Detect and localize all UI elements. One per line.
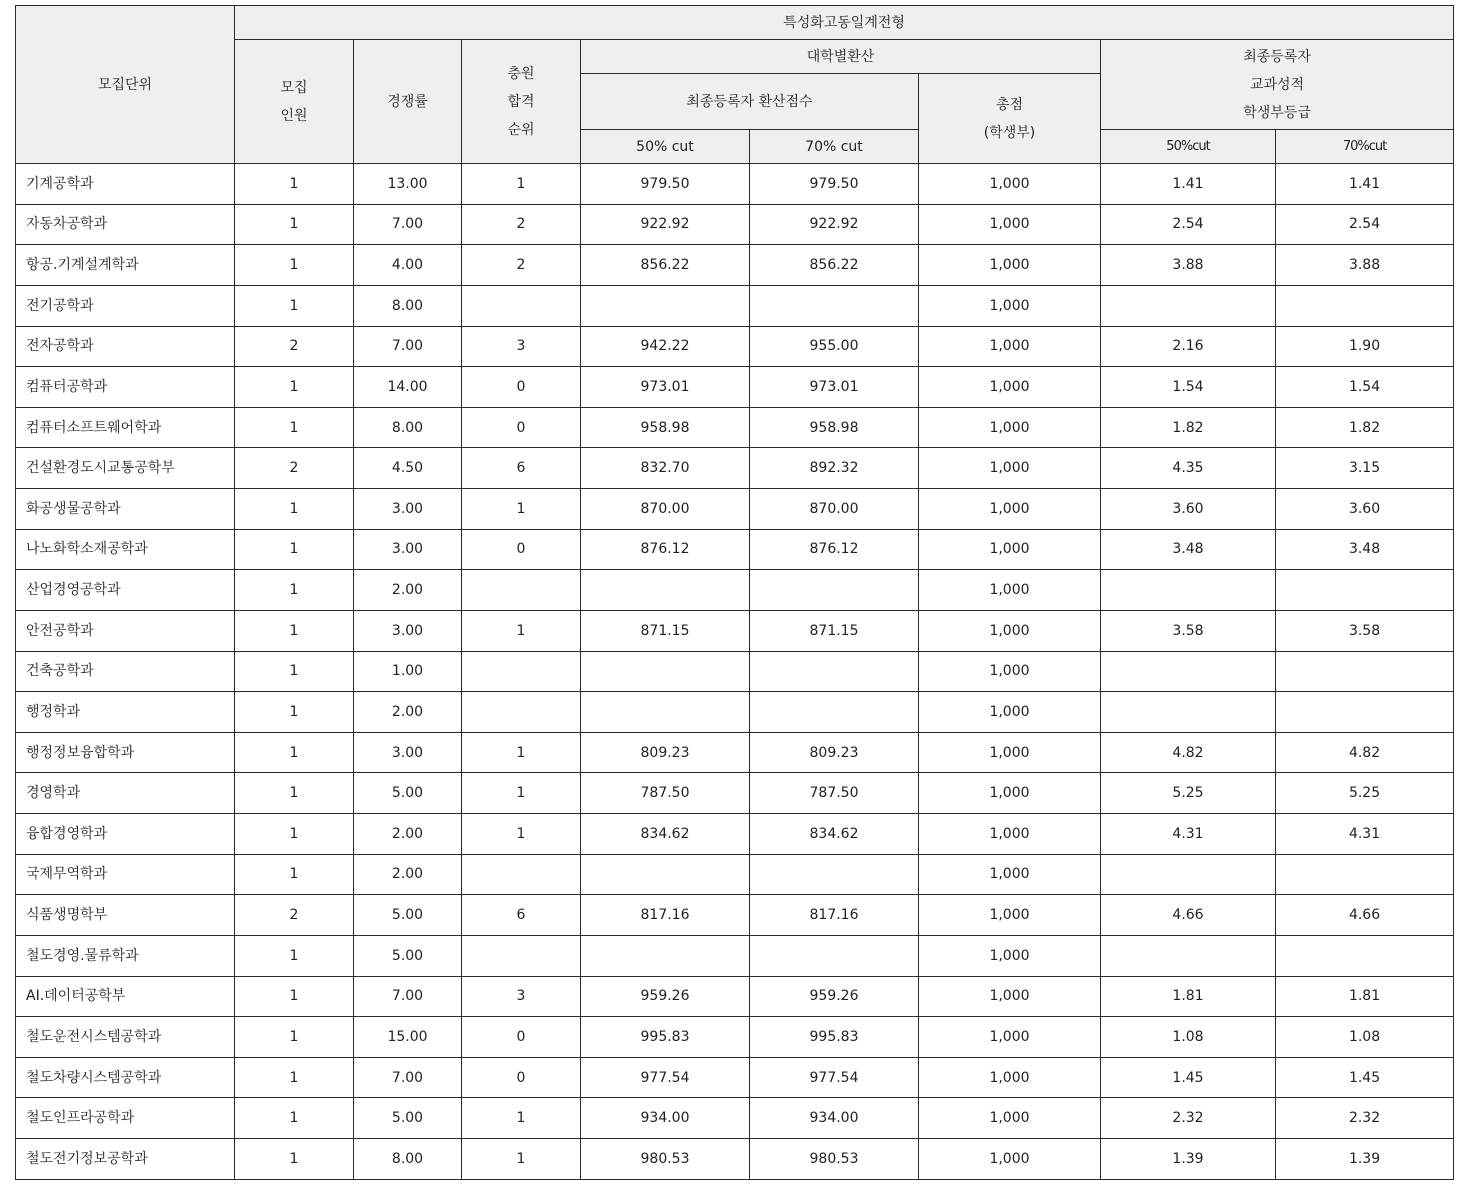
cell-quota: 1 bbox=[235, 204, 354, 245]
cell-unit-name: 철도운전시스템공학과 bbox=[16, 1017, 235, 1058]
cell-quota: 1 bbox=[235, 610, 354, 651]
table-row bbox=[16, 204, 1454, 245]
cell-total-score: 1,000 bbox=[919, 164, 1101, 205]
cell-waitlist-rank: 0 bbox=[462, 407, 581, 448]
table-row bbox=[16, 1017, 1454, 1058]
cell-grade-70-cut: 1.39 bbox=[1276, 1139, 1454, 1180]
cell-unit-name: 철도인프라공학과 bbox=[16, 1098, 235, 1139]
cell-score-70-cut: 834.62 bbox=[750, 814, 919, 855]
cell-quota: 1 bbox=[235, 814, 354, 855]
cell-competition-rate: 3.00 bbox=[354, 529, 462, 570]
cell-grade-50-cut: 2.16 bbox=[1101, 326, 1276, 367]
cell-score-50-cut: 871.15 bbox=[581, 610, 750, 651]
cell-total-score: 1,000 bbox=[919, 976, 1101, 1017]
cell-score-50-cut: 834.62 bbox=[581, 814, 750, 855]
cell-score-70-cut: 955.00 bbox=[750, 326, 919, 367]
cell-unit-name: 전기공학과 bbox=[16, 285, 235, 326]
cell-waitlist-rank: 6 bbox=[462, 895, 581, 936]
header-quota: 모집 인원 bbox=[235, 40, 354, 164]
cell-grade-70-cut: 4.66 bbox=[1276, 895, 1454, 936]
cell-grade-50-cut: 1.08 bbox=[1101, 1017, 1276, 1058]
cell-waitlist-rank: 3 bbox=[462, 326, 581, 367]
cell-unit-name: 행정학과 bbox=[16, 692, 235, 733]
admission-results-table bbox=[15, 5, 1454, 1180]
cell-unit-name: 안전공학과 bbox=[16, 610, 235, 651]
cell-grade-70-cut: 4.82 bbox=[1276, 732, 1454, 773]
header-track: 특성화고동일계전형 bbox=[235, 6, 1454, 40]
cell-total-score: 1,000 bbox=[919, 895, 1101, 936]
cell-grade-70-cut: 1.90 bbox=[1276, 326, 1454, 367]
cell-unit-name: 국제무역학과 bbox=[16, 854, 235, 895]
cell-competition-rate: 3.00 bbox=[354, 732, 462, 773]
cell-waitlist-rank: 1 bbox=[462, 164, 581, 205]
table-row bbox=[16, 164, 1454, 205]
cell-score-70-cut: 809.23 bbox=[750, 732, 919, 773]
cell-competition-rate: 7.00 bbox=[354, 204, 462, 245]
cell-grade-70-cut: 2.54 bbox=[1276, 204, 1454, 245]
cell-waitlist-rank: 0 bbox=[462, 1017, 581, 1058]
cell-score-50-cut: 922.92 bbox=[581, 204, 750, 245]
cell-score-70-cut: 892.32 bbox=[750, 448, 919, 489]
cell-competition-rate: 2.00 bbox=[354, 692, 462, 733]
cell-waitlist-rank bbox=[462, 651, 581, 692]
cell-grade-50-cut bbox=[1101, 854, 1276, 895]
cell-unit-name: 컴퓨터공학과 bbox=[16, 367, 235, 408]
cell-grade-50-cut bbox=[1101, 651, 1276, 692]
cell-quota: 1 bbox=[235, 732, 354, 773]
cell-competition-rate: 1.00 bbox=[354, 651, 462, 692]
cell-unit-name: 컴퓨터소프트웨어학과 bbox=[16, 407, 235, 448]
cell-grade-70-cut: 1.41 bbox=[1276, 164, 1454, 205]
cell-grade-50-cut: 1.45 bbox=[1101, 1057, 1276, 1098]
cell-competition-rate: 15.00 bbox=[354, 1017, 462, 1058]
cell-grade-50-cut: 4.31 bbox=[1101, 814, 1276, 855]
cell-total-score: 1,000 bbox=[919, 814, 1101, 855]
cell-total-score: 1,000 bbox=[919, 407, 1101, 448]
cell-quota: 1 bbox=[235, 570, 354, 611]
cell-grade-50-cut: 4.35 bbox=[1101, 448, 1276, 489]
cell-waitlist-rank: 1 bbox=[462, 489, 581, 530]
cell-score-70-cut: 959.26 bbox=[750, 976, 919, 1017]
cell-grade-70-cut: 3.88 bbox=[1276, 245, 1454, 286]
cell-score-70-cut: 958.98 bbox=[750, 407, 919, 448]
cell-total-score: 1,000 bbox=[919, 245, 1101, 286]
cell-grade-70-cut: 1.08 bbox=[1276, 1017, 1454, 1058]
cell-competition-rate: 2.00 bbox=[354, 814, 462, 855]
header-final-score: 최종등록자 환산점수 bbox=[581, 74, 919, 130]
cell-total-score: 1,000 bbox=[919, 935, 1101, 976]
cell-grade-50-cut: 3.58 bbox=[1101, 610, 1276, 651]
cell-competition-rate: 8.00 bbox=[354, 407, 462, 448]
cell-grade-70-cut: 1.81 bbox=[1276, 976, 1454, 1017]
cell-competition-rate: 7.00 bbox=[354, 1057, 462, 1098]
cell-waitlist-rank bbox=[462, 935, 581, 976]
header-competition: 경쟁률 bbox=[354, 40, 462, 164]
table-row bbox=[16, 407, 1454, 448]
table-row bbox=[16, 692, 1454, 733]
header-unit: 모집단위 bbox=[16, 6, 235, 164]
cell-quota: 1 bbox=[235, 1017, 354, 1058]
cell-quota: 1 bbox=[235, 164, 354, 205]
cell-unit-name: 전자공학과 bbox=[16, 326, 235, 367]
table-row bbox=[16, 448, 1454, 489]
cell-score-70-cut: 871.15 bbox=[750, 610, 919, 651]
cell-unit-name: 건설환경도시교통공학부 bbox=[16, 448, 235, 489]
table-row bbox=[16, 489, 1454, 530]
cell-score-50-cut: 876.12 bbox=[581, 529, 750, 570]
cell-grade-50-cut: 4.66 bbox=[1101, 895, 1276, 936]
cell-waitlist-rank: 1 bbox=[462, 814, 581, 855]
table-row bbox=[16, 529, 1454, 570]
header-cut70: 70% cut bbox=[750, 130, 919, 164]
cell-grade-50-cut: 1.41 bbox=[1101, 164, 1276, 205]
cell-score-50-cut: 995.83 bbox=[581, 1017, 750, 1058]
cell-competition-rate: 7.00 bbox=[354, 326, 462, 367]
table-row bbox=[16, 651, 1454, 692]
cell-score-50-cut bbox=[581, 935, 750, 976]
cell-grade-50-cut bbox=[1101, 570, 1276, 611]
cell-score-70-cut bbox=[750, 651, 919, 692]
cell-waitlist-rank: 3 bbox=[462, 976, 581, 1017]
cell-waitlist-rank: 1 bbox=[462, 610, 581, 651]
table-row bbox=[16, 854, 1454, 895]
cell-total-score: 1,000 bbox=[919, 773, 1101, 814]
cell-grade-70-cut: 5.25 bbox=[1276, 773, 1454, 814]
cell-quota: 1 bbox=[235, 773, 354, 814]
cell-grade-70-cut: 2.32 bbox=[1276, 1098, 1454, 1139]
cell-quota: 2 bbox=[235, 326, 354, 367]
cell-score-50-cut: 809.23 bbox=[581, 732, 750, 773]
cell-waitlist-rank: 0 bbox=[462, 1057, 581, 1098]
cell-total-score: 1,000 bbox=[919, 732, 1101, 773]
cell-score-70-cut: 787.50 bbox=[750, 773, 919, 814]
cell-unit-name: 식품생명학부 bbox=[16, 895, 235, 936]
cell-unit-name: 행정정보융합학과 bbox=[16, 732, 235, 773]
cell-grade-70-cut: 3.58 bbox=[1276, 610, 1454, 651]
cell-competition-rate: 7.00 bbox=[354, 976, 462, 1017]
cell-waitlist-rank: 1 bbox=[462, 1098, 581, 1139]
cell-competition-rate: 4.50 bbox=[354, 448, 462, 489]
cell-score-70-cut: 934.00 bbox=[750, 1098, 919, 1139]
cell-unit-name: 화공생물공학과 bbox=[16, 489, 235, 530]
table-row bbox=[16, 610, 1454, 651]
cell-waitlist-rank bbox=[462, 692, 581, 733]
cell-total-score: 1,000 bbox=[919, 610, 1101, 651]
cell-score-50-cut: 856.22 bbox=[581, 245, 750, 286]
cell-quota: 1 bbox=[235, 367, 354, 408]
header-waitlist: 충원 합격 순위 bbox=[462, 40, 581, 164]
cell-score-50-cut: 977.54 bbox=[581, 1057, 750, 1098]
cell-quota: 1 bbox=[235, 976, 354, 1017]
cell-waitlist-rank bbox=[462, 854, 581, 895]
cell-quota: 1 bbox=[235, 854, 354, 895]
table-row bbox=[16, 814, 1454, 855]
cell-competition-rate: 3.00 bbox=[354, 610, 462, 651]
header-cut50: 50% cut bbox=[581, 130, 750, 164]
cell-total-score: 1,000 bbox=[919, 692, 1101, 733]
cell-quota: 1 bbox=[235, 651, 354, 692]
cell-score-70-cut bbox=[750, 692, 919, 733]
cell-waitlist-rank: 2 bbox=[462, 245, 581, 286]
cell-grade-70-cut bbox=[1276, 285, 1454, 326]
cell-grade-70-cut bbox=[1276, 570, 1454, 611]
cell-competition-rate: 5.00 bbox=[354, 1098, 462, 1139]
cell-waitlist-rank: 1 bbox=[462, 1139, 581, 1180]
cell-score-50-cut: 973.01 bbox=[581, 367, 750, 408]
cell-score-70-cut: 980.53 bbox=[750, 1139, 919, 1180]
cell-score-50-cut: 959.26 bbox=[581, 976, 750, 1017]
header-grade-cut70: 70%cut bbox=[1276, 130, 1454, 164]
cell-score-50-cut bbox=[581, 854, 750, 895]
cell-grade-50-cut: 3.88 bbox=[1101, 245, 1276, 286]
cell-competition-rate: 13.00 bbox=[354, 164, 462, 205]
cell-unit-name: 자동차공학과 bbox=[16, 204, 235, 245]
table-row bbox=[16, 895, 1454, 936]
cell-quota: 1 bbox=[235, 529, 354, 570]
cell-grade-70-cut bbox=[1276, 935, 1454, 976]
table-row bbox=[16, 976, 1454, 1017]
table-row bbox=[16, 285, 1454, 326]
cell-unit-name: 철도전기정보공학과 bbox=[16, 1139, 235, 1180]
cell-total-score: 1,000 bbox=[919, 448, 1101, 489]
table-row bbox=[16, 570, 1454, 611]
cell-grade-50-cut bbox=[1101, 692, 1276, 733]
cell-total-score: 1,000 bbox=[919, 854, 1101, 895]
cell-score-70-cut: 973.01 bbox=[750, 367, 919, 408]
cell-waitlist-rank: 0 bbox=[462, 529, 581, 570]
cell-total-score: 1,000 bbox=[919, 489, 1101, 530]
cell-unit-name: 나노화학소재공학과 bbox=[16, 529, 235, 570]
cell-grade-70-cut bbox=[1276, 651, 1454, 692]
cell-score-70-cut: 870.00 bbox=[750, 489, 919, 530]
cell-unit-name: 융합경영학과 bbox=[16, 814, 235, 855]
cell-waitlist-rank bbox=[462, 570, 581, 611]
cell-grade-50-cut: 3.48 bbox=[1101, 529, 1276, 570]
cell-competition-rate: 2.00 bbox=[354, 570, 462, 611]
cell-score-70-cut: 979.50 bbox=[750, 164, 919, 205]
cell-score-50-cut: 934.00 bbox=[581, 1098, 750, 1139]
cell-grade-70-cut: 3.48 bbox=[1276, 529, 1454, 570]
cell-grade-50-cut: 1.39 bbox=[1101, 1139, 1276, 1180]
cell-score-50-cut: 979.50 bbox=[581, 164, 750, 205]
cell-total-score: 1,000 bbox=[919, 326, 1101, 367]
cell-competition-rate: 14.00 bbox=[354, 367, 462, 408]
cell-score-70-cut bbox=[750, 935, 919, 976]
cell-score-50-cut bbox=[581, 692, 750, 733]
table-body bbox=[16, 164, 1454, 1180]
cell-score-70-cut: 922.92 bbox=[750, 204, 919, 245]
cell-score-50-cut: 942.22 bbox=[581, 326, 750, 367]
cell-score-70-cut: 817.16 bbox=[750, 895, 919, 936]
cell-score-50-cut bbox=[581, 651, 750, 692]
cell-waitlist-rank: 6 bbox=[462, 448, 581, 489]
cell-quota: 1 bbox=[235, 1139, 354, 1180]
cell-quota: 1 bbox=[235, 692, 354, 733]
cell-quota: 1 bbox=[235, 1057, 354, 1098]
table-row bbox=[16, 1098, 1454, 1139]
cell-grade-50-cut: 2.32 bbox=[1101, 1098, 1276, 1139]
cell-grade-50-cut: 2.54 bbox=[1101, 204, 1276, 245]
cell-competition-rate: 5.00 bbox=[354, 773, 462, 814]
cell-total-score: 1,000 bbox=[919, 367, 1101, 408]
cell-quota: 1 bbox=[235, 935, 354, 976]
cell-score-50-cut: 980.53 bbox=[581, 1139, 750, 1180]
cell-score-50-cut: 958.98 bbox=[581, 407, 750, 448]
table-row bbox=[16, 326, 1454, 367]
cell-score-70-cut bbox=[750, 854, 919, 895]
cell-unit-name: 철도경영.물류학과 bbox=[16, 935, 235, 976]
cell-total-score: 1,000 bbox=[919, 651, 1101, 692]
cell-grade-50-cut: 5.25 bbox=[1101, 773, 1276, 814]
cell-total-score: 1,000 bbox=[919, 1017, 1101, 1058]
cell-total-score: 1,000 bbox=[919, 529, 1101, 570]
cell-total-score: 1,000 bbox=[919, 285, 1101, 326]
table-row bbox=[16, 935, 1454, 976]
cell-grade-70-cut: 1.54 bbox=[1276, 367, 1454, 408]
cell-score-70-cut bbox=[750, 570, 919, 611]
cell-unit-name: 경영학과 bbox=[16, 773, 235, 814]
cell-total-score: 1,000 bbox=[919, 1098, 1101, 1139]
cell-waitlist-rank: 1 bbox=[462, 773, 581, 814]
cell-unit-name: 기계공학과 bbox=[16, 164, 235, 205]
cell-quota: 2 bbox=[235, 895, 354, 936]
cell-score-50-cut bbox=[581, 285, 750, 326]
cell-score-50-cut: 870.00 bbox=[581, 489, 750, 530]
cell-score-50-cut bbox=[581, 570, 750, 611]
cell-grade-50-cut: 1.54 bbox=[1101, 367, 1276, 408]
cell-unit-name: 항공.기계설계학과 bbox=[16, 245, 235, 286]
cell-competition-rate: 2.00 bbox=[354, 854, 462, 895]
cell-competition-rate: 5.00 bbox=[354, 935, 462, 976]
header-conversion: 대학별환산 bbox=[581, 40, 1101, 74]
cell-score-70-cut: 856.22 bbox=[750, 245, 919, 286]
table-row bbox=[16, 773, 1454, 814]
cell-total-score: 1,000 bbox=[919, 570, 1101, 611]
cell-grade-50-cut: 4.82 bbox=[1101, 732, 1276, 773]
cell-score-70-cut: 995.83 bbox=[750, 1017, 919, 1058]
table-row bbox=[16, 367, 1454, 408]
cell-unit-name: 산업경영공학과 bbox=[16, 570, 235, 611]
cell-quota: 1 bbox=[235, 285, 354, 326]
cell-competition-rate: 8.00 bbox=[354, 285, 462, 326]
cell-score-70-cut bbox=[750, 285, 919, 326]
cell-grade-50-cut bbox=[1101, 935, 1276, 976]
table-row bbox=[16, 1139, 1454, 1180]
cell-total-score: 1,000 bbox=[919, 204, 1101, 245]
cell-quota: 1 bbox=[235, 489, 354, 530]
cell-grade-70-cut: 3.60 bbox=[1276, 489, 1454, 530]
cell-total-score: 1,000 bbox=[919, 1057, 1101, 1098]
header-total: 총점 (학생부) bbox=[919, 74, 1101, 164]
cell-competition-rate: 8.00 bbox=[354, 1139, 462, 1180]
cell-waitlist-rank: 2 bbox=[462, 204, 581, 245]
header-grade-cut50: 50%cut bbox=[1101, 130, 1276, 164]
cell-grade-70-cut: 4.31 bbox=[1276, 814, 1454, 855]
cell-quota: 1 bbox=[235, 407, 354, 448]
cell-grade-50-cut: 1.81 bbox=[1101, 976, 1276, 1017]
table-row bbox=[16, 245, 1454, 286]
cell-grade-70-cut: 1.45 bbox=[1276, 1057, 1454, 1098]
cell-quota: 2 bbox=[235, 448, 354, 489]
cell-unit-name: 건축공학과 bbox=[16, 651, 235, 692]
cell-total-score: 1,000 bbox=[919, 1139, 1101, 1180]
cell-grade-50-cut: 3.60 bbox=[1101, 489, 1276, 530]
cell-grade-70-cut bbox=[1276, 692, 1454, 733]
table-row bbox=[16, 1057, 1454, 1098]
cell-score-50-cut: 787.50 bbox=[581, 773, 750, 814]
cell-grade-70-cut: 1.82 bbox=[1276, 407, 1454, 448]
cell-waitlist-rank: 0 bbox=[462, 367, 581, 408]
cell-unit-name: AI.데이터공학부 bbox=[16, 976, 235, 1017]
cell-waitlist-rank: 1 bbox=[462, 732, 581, 773]
cell-competition-rate: 4.00 bbox=[354, 245, 462, 286]
cell-quota: 1 bbox=[235, 1098, 354, 1139]
cell-grade-70-cut: 3.15 bbox=[1276, 448, 1454, 489]
cell-grade-50-cut: 1.82 bbox=[1101, 407, 1276, 448]
cell-unit-name: 철도차량시스템공학과 bbox=[16, 1057, 235, 1098]
cell-grade-50-cut bbox=[1101, 285, 1276, 326]
cell-competition-rate: 3.00 bbox=[354, 489, 462, 530]
cell-waitlist-rank bbox=[462, 285, 581, 326]
cell-quota: 1 bbox=[235, 245, 354, 286]
table-row bbox=[16, 732, 1454, 773]
cell-score-70-cut: 876.12 bbox=[750, 529, 919, 570]
cell-score-70-cut: 977.54 bbox=[750, 1057, 919, 1098]
cell-competition-rate: 5.00 bbox=[354, 895, 462, 936]
cell-score-50-cut: 817.16 bbox=[581, 895, 750, 936]
header-grade: 최종등록자 교과성적 학생부등급 bbox=[1101, 40, 1454, 130]
cell-score-50-cut: 832.70 bbox=[581, 448, 750, 489]
cell-grade-70-cut bbox=[1276, 854, 1454, 895]
